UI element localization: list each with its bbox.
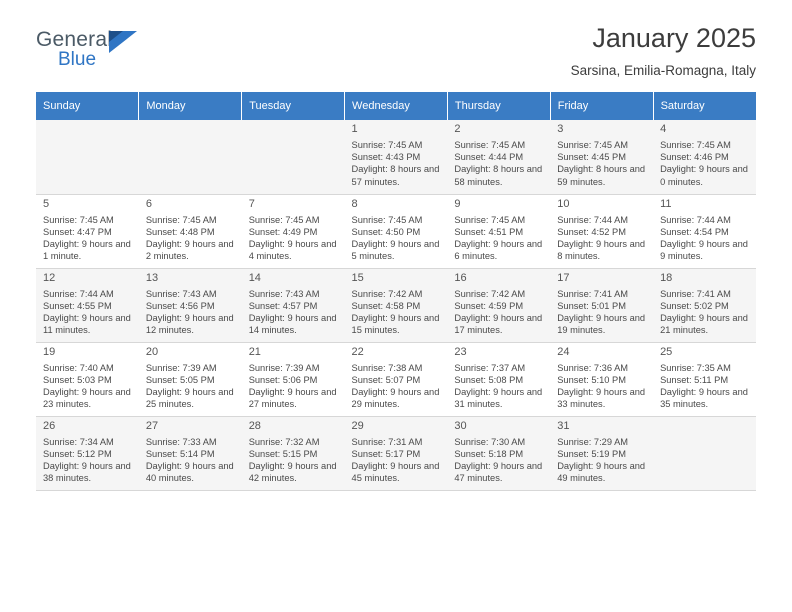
weekday-header-friday: Friday (550, 92, 653, 120)
daylight-text: Daylight: 9 hours and 40 minutes. (145, 460, 234, 484)
sunrise-text: Sunrise: 7:43 AM (248, 288, 320, 299)
daylight-text: Daylight: 9 hours and 12 minutes. (145, 312, 234, 336)
calendar-week-row (36, 120, 756, 194)
sunrise-text: Sunrise: 7:45 AM (43, 214, 114, 225)
sunrise-text: Sunrise: 7:44 AM (43, 288, 114, 299)
daylight-text: Daylight: 9 hours and 6 minutes. (454, 238, 543, 262)
calendar-day-cell[interactable] (345, 416, 448, 490)
sunrise-text: Sunrise: 7:44 AM (660, 214, 731, 225)
calendar-day-cell[interactable] (653, 268, 756, 342)
day-number: 10 (557, 197, 570, 210)
calendar-day-cell[interactable] (242, 342, 345, 416)
sunset-text: Sunset: 4:47 PM (43, 226, 112, 237)
daylight-text: Daylight: 9 hours and 4 minutes. (248, 238, 337, 262)
calendar-cell-empty (139, 120, 242, 194)
calendar-cell-empty (242, 120, 345, 194)
daylight-text: Daylight: 9 hours and 15 minutes. (351, 312, 440, 336)
calendar-day-cell[interactable] (345, 268, 448, 342)
day-number: 1 (351, 123, 358, 135)
sunrise-text: Sunrise: 7:31 AM (351, 436, 423, 447)
sunrise-text: Sunrise: 7:45 AM (351, 214, 423, 225)
flag-inner-icon (109, 31, 123, 42)
calendar-day-cell[interactable] (447, 416, 550, 490)
sunrise-text: Sunrise: 7:34 AM (43, 436, 114, 447)
daylight-text: Daylight: 9 hours and 14 minutes. (248, 312, 337, 336)
daylight-text: Daylight: 9 hours and 5 minutes. (351, 238, 440, 262)
daylight-text: Daylight: 9 hours and 31 minutes. (454, 386, 543, 410)
page-header (36, 0, 756, 78)
sunrise-text: Sunrise: 7:45 AM (351, 140, 423, 150)
weekday-header-sunday: Sunday (36, 92, 139, 120)
calendar-day-cell[interactable] (653, 120, 756, 194)
logo-text-general: General (36, 28, 113, 51)
sunrise-text: Sunrise: 7:41 AM (557, 288, 629, 299)
day-number: 28 (248, 419, 261, 432)
sunset-text: Sunset: 4:52 PM (557, 226, 626, 237)
daylight-text: Daylight: 9 hours and 8 minutes. (557, 238, 646, 262)
daylight-text: Daylight: 9 hours and 29 minutes. (351, 386, 440, 410)
day-number: 26 (43, 419, 56, 432)
location-subtitle: Sarsina, Emilia-Romagna, Italy (570, 63, 756, 78)
sunrise-text: Sunrise: 7:42 AM (351, 288, 423, 299)
sunrise-text: Sunrise: 7:38 AM (351, 362, 423, 373)
day-number: 3 (557, 123, 564, 135)
calendar-day-cell[interactable] (447, 194, 550, 268)
calendar-day-cell[interactable] (345, 194, 448, 268)
sunrise-text: Sunrise: 7:41 AM (660, 288, 731, 299)
calendar-day-cell[interactable] (242, 194, 345, 268)
sunrise-text: Sunrise: 7:45 AM (557, 140, 629, 150)
sunset-text: Sunset: 5:01 PM (557, 300, 626, 311)
sunset-text: Sunset: 5:19 PM (557, 448, 626, 459)
day-number: 5 (43, 197, 50, 210)
sunset-text: Sunset: 4:46 PM (660, 152, 729, 163)
daylight-text: Daylight: 9 hours and 35 minutes. (660, 386, 748, 410)
daylight-text: Daylight: 8 hours and 57 minutes. (351, 164, 440, 187)
sunset-text: Sunset: 4:54 PM (660, 226, 729, 237)
sunrise-text: Sunrise: 7:39 AM (248, 362, 320, 373)
day-number: 9 (454, 197, 461, 210)
daylight-text: Daylight: 9 hours and 42 minutes. (248, 460, 337, 484)
sunrise-text: Sunrise: 7:45 AM (248, 214, 320, 225)
calendar-day-cell[interactable] (550, 120, 653, 194)
daylight-text: Daylight: 8 hours and 59 minutes. (557, 164, 646, 187)
day-number: 18 (660, 271, 673, 284)
calendar-day-cell[interactable] (550, 342, 653, 416)
calendar-day-cell[interactable] (345, 342, 448, 416)
calendar-day-cell[interactable] (447, 342, 550, 416)
sunrise-text: Sunrise: 7:40 AM (43, 362, 114, 373)
calendar-day-cell[interactable] (242, 416, 345, 490)
sunset-text: Sunset: 5:06 PM (248, 374, 318, 385)
sunrise-text: Sunrise: 7:33 AM (145, 436, 217, 447)
page-title: January 2025 (592, 23, 756, 53)
daylight-text: Daylight: 9 hours and 2 minutes. (145, 238, 234, 262)
day-number: 14 (248, 271, 261, 284)
sunrise-text: Sunrise: 7:39 AM (145, 362, 217, 373)
calendar-cell-empty (36, 120, 139, 194)
sunset-text: Sunset: 4:57 PM (248, 300, 318, 311)
daylight-text: Daylight: 9 hours and 49 minutes. (557, 460, 646, 484)
calendar-day-cell[interactable] (36, 416, 139, 490)
sunset-text: Sunset: 4:48 PM (145, 226, 215, 237)
day-number: 27 (145, 419, 159, 432)
sunset-text: Sunset: 5:18 PM (454, 448, 524, 459)
sunset-text: Sunset: 4:50 PM (351, 226, 421, 237)
sunrise-text: Sunrise: 7:45 AM (454, 214, 526, 225)
sun-calendar-table (36, 92, 756, 491)
sunset-text: Sunset: 5:10 PM (557, 374, 626, 385)
daylight-text: Daylight: 9 hours and 45 minutes. (351, 460, 440, 484)
calendar-day-cell[interactable] (447, 268, 550, 342)
sunset-text: Sunset: 4:43 PM (351, 152, 421, 163)
day-number: 21 (248, 345, 261, 358)
day-number: 22 (351, 345, 364, 358)
sunset-text: Sunset: 5:15 PM (248, 448, 318, 459)
weekday-header-wednesday: Wednesday (345, 92, 448, 120)
day-number: 6 (145, 197, 152, 210)
sunrise-text: Sunrise: 7:29 AM (557, 436, 629, 447)
day-number: 12 (43, 271, 56, 284)
day-number: 29 (351, 419, 364, 432)
daylight-text: Daylight: 9 hours and 23 minutes. (43, 386, 131, 410)
sunset-text: Sunset: 4:44 PM (454, 152, 524, 163)
weekday-header-row (36, 92, 756, 120)
sunset-text: Sunset: 5:11 PM (660, 374, 729, 385)
day-number: 23 (454, 345, 467, 358)
sunset-text: Sunset: 5:08 PM (454, 374, 524, 385)
weekday-header-saturday: Saturday (653, 92, 756, 120)
logo-text-blue: Blue (58, 49, 97, 70)
sunrise-text: Sunrise: 7:45 AM (454, 140, 526, 150)
daylight-text: Daylight: 9 hours and 19 minutes. (557, 312, 646, 336)
calendar-day-cell[interactable] (139, 194, 242, 268)
daylight-text: Daylight: 9 hours and 38 minutes. (43, 460, 131, 484)
sunrise-text: Sunrise: 7:42 AM (454, 288, 526, 299)
day-number: 4 (660, 123, 667, 135)
calendar-day-cell[interactable] (653, 194, 756, 268)
sunset-text: Sunset: 5:17 PM (351, 448, 421, 459)
calendar-day-cell[interactable] (550, 268, 653, 342)
sunset-text: Sunset: 4:56 PM (145, 300, 215, 311)
day-number: 20 (145, 345, 159, 358)
day-number: 19 (43, 345, 56, 358)
calendar-week-row (36, 342, 756, 416)
sunset-text: Sunset: 5:14 PM (145, 448, 215, 459)
day-number: 24 (557, 345, 570, 358)
calendar-day-cell[interactable] (550, 194, 653, 268)
sunrise-text: Sunrise: 7:35 AM (660, 362, 731, 373)
sunset-text: Sunset: 5:07 PM (351, 374, 421, 385)
calendar-day-cell[interactable] (653, 342, 756, 416)
daylight-text: Daylight: 9 hours and 11 minutes. (43, 312, 131, 336)
sunset-text: Sunset: 4:59 PM (454, 300, 524, 311)
calendar-day-cell[interactable] (36, 194, 139, 268)
calendar-day-cell[interactable] (447, 120, 550, 194)
weekday-header-thursday: Thursday (447, 92, 550, 120)
sunrise-text: Sunrise: 7:32 AM (248, 436, 320, 447)
weekday-header-tuesday: Tuesday (242, 92, 345, 120)
day-number: 30 (454, 419, 467, 432)
calendar-week-row (36, 416, 756, 490)
day-number: 31 (557, 419, 570, 432)
day-number: 17 (557, 271, 570, 284)
sunrise-text: Sunrise: 7:44 AM (557, 214, 629, 225)
day-number: 15 (351, 271, 364, 284)
day-number: 25 (660, 345, 673, 358)
calendar-day-cell[interactable] (139, 268, 242, 342)
generalblue-logo[interactable] (36, 28, 166, 76)
daylight-text: Daylight: 9 hours and 25 minutes. (145, 386, 234, 410)
sunset-text: Sunset: 4:49 PM (248, 226, 318, 237)
calendar-day-cell[interactable] (139, 416, 242, 490)
sunrise-text: Sunrise: 7:43 AM (145, 288, 217, 299)
calendar-day-cell[interactable] (139, 342, 242, 416)
sunset-text: Sunset: 5:02 PM (660, 300, 729, 311)
sunset-text: Sunset: 4:55 PM (43, 300, 112, 311)
sunset-text: Sunset: 4:51 PM (454, 226, 524, 237)
title-block (571, 22, 756, 78)
daylight-text: Daylight: 9 hours and 9 minutes. (660, 238, 748, 262)
day-number: 8 (351, 197, 358, 210)
weekday-header-monday: Monday (139, 92, 242, 120)
daylight-text: Daylight: 8 hours and 58 minutes. (454, 164, 543, 187)
sunrise-text: Sunrise: 7:37 AM (454, 362, 526, 373)
calendar-day-cell[interactable] (36, 268, 139, 342)
sunrise-text: Sunrise: 7:30 AM (454, 436, 526, 447)
sunrise-text: Sunrise: 7:45 AM (660, 140, 731, 150)
sunset-text: Sunset: 4:45 PM (557, 152, 626, 163)
day-number: 7 (248, 197, 255, 210)
sunrise-text: Sunrise: 7:36 AM (557, 362, 629, 373)
daylight-text: Daylight: 9 hours and 33 minutes. (557, 386, 646, 410)
day-number: 16 (454, 271, 467, 284)
day-number: 2 (454, 123, 461, 135)
sunset-text: Sunset: 5:03 PM (43, 374, 112, 385)
calendar-day-cell[interactable] (345, 120, 448, 194)
day-number: 13 (145, 271, 159, 284)
calendar-day-cell[interactable] (242, 268, 345, 342)
calendar-week-row (36, 268, 756, 342)
calendar-week-row (36, 194, 756, 268)
sunset-text: Sunset: 5:12 PM (43, 448, 112, 459)
daylight-text: Daylight: 9 hours and 21 minutes. (660, 312, 748, 336)
daylight-text: Daylight: 9 hours and 47 minutes. (454, 460, 543, 484)
sunrise-text: Sunrise: 7:45 AM (145, 214, 217, 225)
calendar-day-cell[interactable] (36, 342, 139, 416)
sunset-text: Sunset: 5:05 PM (145, 374, 215, 385)
daylight-text: Daylight: 9 hours and 27 minutes. (248, 386, 337, 410)
daylight-text: Daylight: 9 hours and 0 minutes. (660, 164, 748, 187)
sunset-text: Sunset: 4:58 PM (351, 300, 421, 311)
day-number: 11 (660, 197, 672, 210)
daylight-text: Daylight: 9 hours and 1 minute. (43, 238, 131, 262)
calendar-cell-empty (653, 416, 756, 490)
calendar-day-cell[interactable] (550, 416, 653, 490)
daylight-text: Daylight: 9 hours and 17 minutes. (454, 312, 543, 336)
